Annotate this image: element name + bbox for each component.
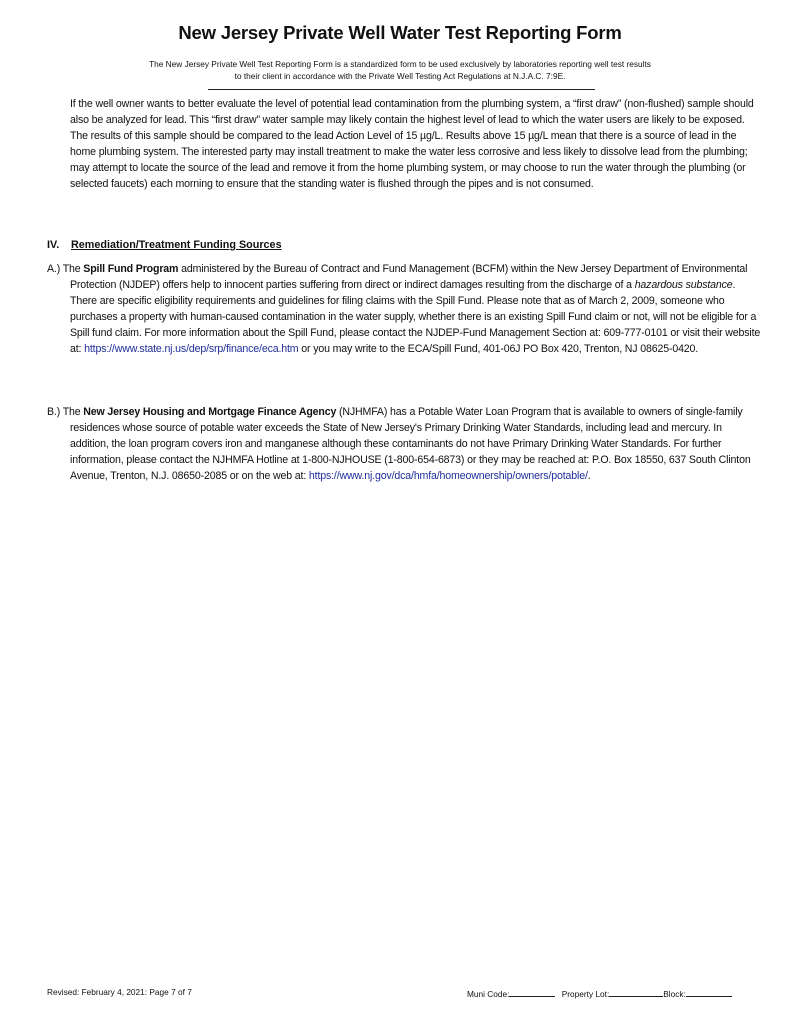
section-heading [47,239,282,251]
property-id-fields [467,987,732,999]
form-description [100,58,700,82]
page-title: New Jersey Private Well Water Test Reporting Form [178,22,622,43]
item-label: A.) The [47,263,84,275]
funding-source-njhmfa [47,404,762,484]
spill-fund-website-link[interactable]: https://www.state.nj.us/dep/srp/finance/eca.htm [84,343,299,355]
subtitle-line-2: to their client in accordance with the Private Well Testing Act Regulations at N.J.A.C. 7:9E. [234,71,566,81]
item-text: administered by the Bureau of Contract and Fund Management (BCFM) within the New Jersey Department of Environmental Protection (NJDEP) offers help to innocent parties suffering from direct or indirect damages resulting from the discharge of a [70,263,748,291]
item-text: (NJHMFA) has a Potable Water Loan Program that is available to owners of single-family residences whose source of potable water exceeds the State of New Jersey's Primary Drinking Water Standards, including lead and mercury. In addition, the loan program covers iron and manganese although these contaminants do not have Primary Drinking Water Standards. For further information, please contact the NJHMFA Hotline at 1-800-NJHOUSE (1-800-654-6873) or they may be reached at: P.O. Box 18550, 637 South Clinton Avenue, Trenton, N.J. 08650-2085 or on the web at: [70,406,751,482]
item-label: B.) The [47,406,84,418]
section-title: Remediation/Treatment Funding Sources [71,239,282,251]
lead-first-draw-paragraph: If the well owner wants to better evaluate the level of potential lead contamination from the plumbing system, a “first draw” (non-flushed) sample should also be analyzed for lead. This “first draw” water sample may likely contain the highest level of lead to which the water users are likely to be exposed. The results of this sample should be compared to the lead Action Level of 15 µg/L. Results above 15 µg/L mean that there is a source of lead in the home plumbing system. The interested party may install treatment to make the water less corrosive and less likely to dissolve lead from the plumbing; may attempt to locate the source of the lead and remove it from the home plumbing system, or may choose to run the water through the plumbing (or selected faucets) each morning to ensure that the standing water is flushed through the pipes and is not consumed. [70,98,754,190]
emphasis-text: hazardous substance [634,279,733,291]
header-divider [208,89,595,90]
item-text: . [587,470,591,482]
subtitle-line-1: The New Jersey Private Well Test Reporting Form is a standardized form to be used exclusively by laboratories reporting well test results [149,59,651,69]
program-name: Spill Fund Program [83,263,179,275]
property-lot-field[interactable] [609,987,663,997]
njhmfa-website-link[interactable]: https://www.nj.gov/dca/hmfa/homeownership/owners/potable/ [308,470,588,482]
muni-code-field[interactable] [509,987,555,997]
section-number: IV. [47,239,60,251]
agency-name: New Jersey Housing and Mortgage Finance Agency [83,406,337,418]
funding-source-spill-fund [47,261,762,357]
item-text: . There are specific eligibility requirements and guidelines for filing claims with the Spill Fund. Please note that as of March 2, 2009, someone who purchases a property with human-caused contamination in the water supply, whether there is an existing Spill Fund claim or not, will not be eligible for a Spill fund claim. For more information about the Spill Fund, please contact the NJDEP-Fund Management Section at: 609-777-0101 or visit their website at: [70,279,761,355]
revision-page-info: Revised: February 4, 2021: Page 7 of 7 [47,987,192,997]
block-label: Block: [663,989,686,999]
property-lot-label: Property Lot: [561,989,610,999]
block-field[interactable] [686,987,732,997]
muni-code-label: Muni Code: [467,989,510,999]
item-text: or you may write to the ECA/Spill Fund, 401-06J PO Box 420, Trenton, NJ 08625-0420. [298,343,699,355]
